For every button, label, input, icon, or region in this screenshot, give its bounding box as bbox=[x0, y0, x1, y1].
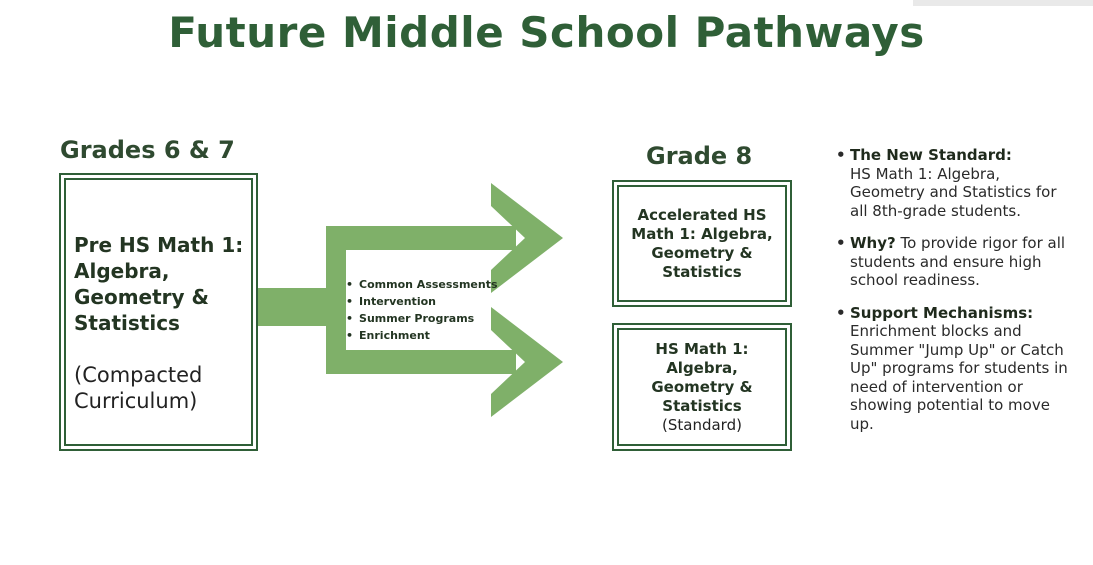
accelerated-box bbox=[617, 185, 787, 302]
key-point bbox=[836, 146, 1076, 220]
standard-box-subtitle: (Standard) bbox=[662, 415, 742, 434]
accelerated-box-title: Accelerated HS Math 1: Algebra, Geometry & Statistics bbox=[631, 205, 773, 281]
support-list bbox=[346, 276, 498, 344]
key-points bbox=[836, 146, 1076, 447]
list-item: • Common Assessments bbox=[346, 276, 498, 293]
list-item: • Summer Programs bbox=[346, 310, 498, 327]
key-point bbox=[836, 234, 1076, 290]
key-point-lead: The New Standard: bbox=[850, 146, 1012, 164]
list-item: • Intervention bbox=[346, 293, 498, 310]
pre-hs-box-subtitle: (Compacted Curriculum) bbox=[74, 363, 203, 413]
lower-shaft bbox=[326, 350, 516, 374]
grades-6-7-heading: Grades 6 & 7 bbox=[60, 136, 235, 164]
key-point-text: To provide rigor for all students and ensure high school readiness. bbox=[850, 234, 1066, 289]
key-point-lead: Why? bbox=[850, 234, 896, 252]
pre-hs-box-title: Pre HS Math 1: Algebra, Geometry & Statistics bbox=[74, 233, 244, 335]
list-item: • Enrichment bbox=[346, 327, 498, 344]
standard-box-title: HS Math 1: Algebra, Geometry & Statistics bbox=[651, 339, 753, 415]
upper-shaft bbox=[326, 226, 516, 250]
key-point-text: HS Math 1: Algebra, Geometry and Statistics for all 8th-grade students. bbox=[850, 164, 1057, 220]
bullet: • bbox=[836, 146, 846, 164]
key-point-text: Enrichment blocks and Summer "Jump Up" or Catch Up" programs for students in need of intervention or showing potential to move up. bbox=[850, 322, 1068, 433]
connector-bar bbox=[258, 288, 328, 326]
standard-box bbox=[617, 328, 787, 446]
grade-8-heading: Grade 8 bbox=[646, 142, 753, 170]
bullet: • bbox=[836, 303, 846, 322]
key-point-lead: Support Mechanisms: bbox=[850, 303, 1034, 322]
page-title: Future Middle School Pathways bbox=[168, 8, 925, 57]
bullet: • bbox=[836, 234, 846, 252]
key-point bbox=[836, 304, 1076, 434]
